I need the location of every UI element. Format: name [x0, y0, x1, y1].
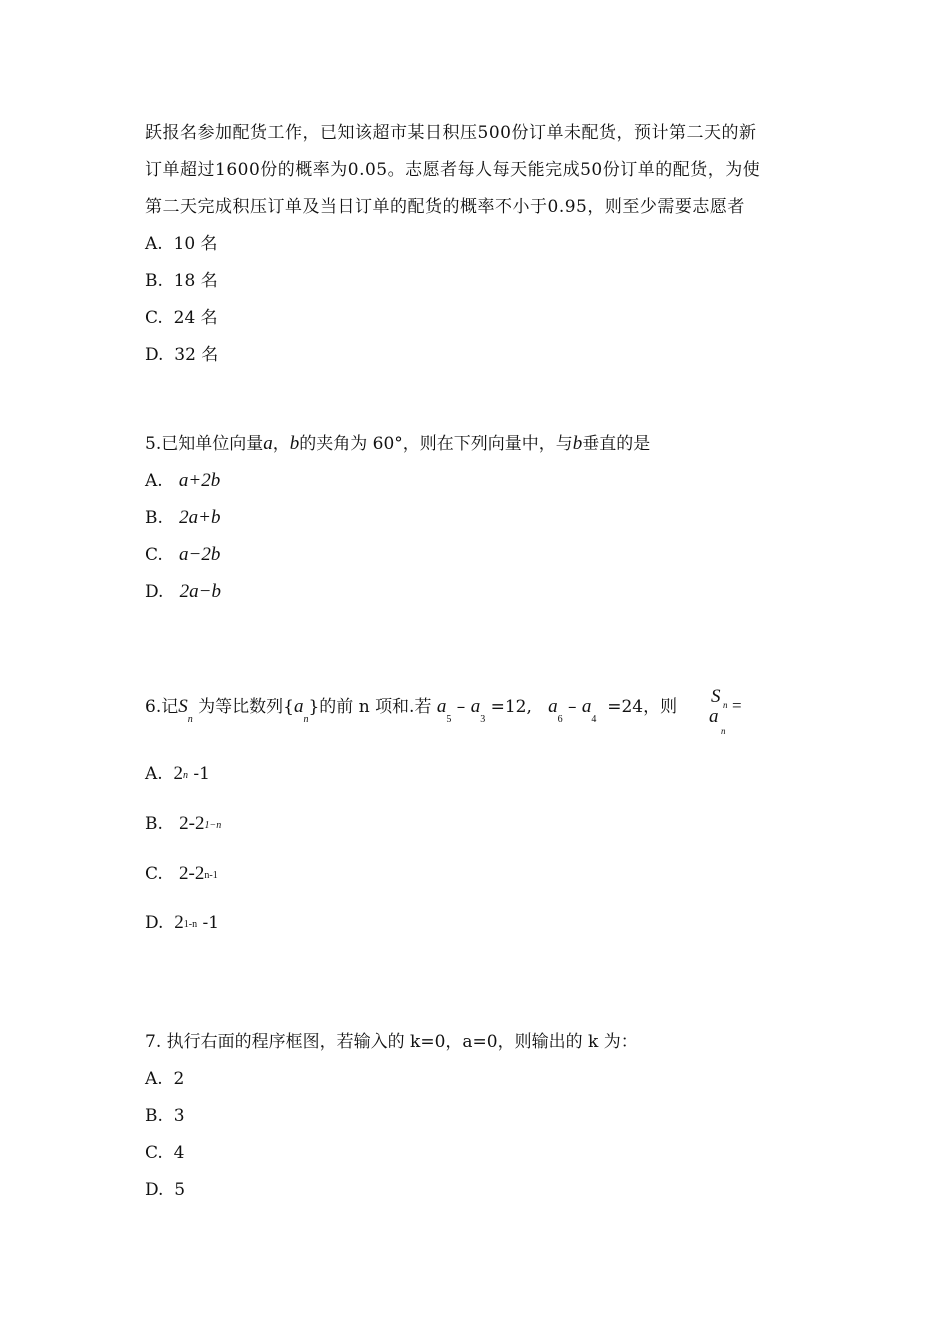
- subscript-n: n: [303, 714, 309, 725]
- option-exponent: n-1: [204, 870, 218, 881]
- q6-option-a: [145, 763, 210, 788]
- option-letter: B.: [145, 1106, 163, 1126]
- q5-option-b: [145, 507, 220, 529]
- fraction-Sn-over-an: [707, 686, 731, 736]
- option-letter: D.: [145, 582, 164, 602]
- symbol-a6: a: [548, 696, 558, 717]
- symbol-S: S: [178, 696, 188, 717]
- q5-suffix: 垂直的是: [582, 434, 651, 454]
- option-base: 2-2: [179, 863, 205, 884]
- option-text: 32 名: [174, 345, 219, 365]
- option-exponent: 1−n: [204, 820, 222, 831]
- subscript-4: 4: [591, 714, 597, 725]
- q5-option-c: [145, 544, 220, 566]
- option-exponent: n: [183, 770, 188, 781]
- q6-eq-2: =24，则: [607, 697, 678, 717]
- option-letter: D.: [145, 345, 164, 365]
- option-text: 18 名: [173, 271, 218, 291]
- option-letter: A.: [145, 1069, 163, 1089]
- fraction-denominator: a: [709, 706, 719, 727]
- subscript-n: n: [187, 714, 193, 725]
- option-exponent: 1-n: [183, 919, 198, 930]
- q6-option-d: [145, 912, 219, 937]
- q6-text-1: 为等比数列{: [198, 697, 294, 717]
- vector-b: b: [289, 433, 300, 454]
- question-4-text-line-1: 跃报名参加配货工作，已知该超市某日积压500份订单未配货，预计第二天的新: [145, 123, 757, 143]
- subscript-3: 3: [480, 714, 486, 725]
- option-expr: a−2b: [179, 544, 221, 565]
- option-letter: C.: [145, 864, 163, 884]
- option-letter: C.: [145, 1143, 163, 1163]
- q7-option-c: [145, 1142, 184, 1164]
- q7-option-a: [145, 1068, 184, 1090]
- option-letter: A.: [145, 764, 163, 784]
- option-letter: A.: [145, 234, 163, 254]
- q7-option-b: [145, 1105, 185, 1127]
- option-tail: -1: [202, 913, 220, 933]
- q6-option-c: [145, 863, 218, 888]
- equals-sign: =: [732, 696, 742, 715]
- q5-prefix: 5.已知单位向量: [145, 434, 264, 454]
- option-base: 2-2: [179, 813, 205, 834]
- q4-option-b: [145, 270, 218, 292]
- option-letter: A.: [145, 471, 163, 491]
- q6-option-b: [145, 813, 221, 838]
- q4-option-d: [145, 344, 218, 366]
- option-tail: -1: [193, 764, 210, 784]
- option-text: 2: [173, 1069, 185, 1089]
- q5-sep: ，: [272, 434, 290, 454]
- option-text: 3: [173, 1106, 185, 1126]
- q5-middle: 的夹角为 60°，则在下列向量中，与: [299, 434, 573, 454]
- option-letter: B.: [145, 508, 163, 528]
- option-expr: 2a−b: [179, 581, 221, 602]
- fraction-numerator-subscript: n: [723, 700, 728, 710]
- q5-option-d: [145, 581, 221, 603]
- question-4-text-line-2: 订单超过1600份的概率为0.05。志愿者每人每天能完成50份订单的配货，为使: [145, 160, 761, 180]
- option-text: 24 名: [173, 308, 218, 328]
- q6-text-3: 项和.若: [375, 697, 432, 717]
- option-letter: D.: [145, 913, 164, 933]
- q6-n: n: [358, 697, 370, 717]
- vector-a: a: [263, 433, 273, 454]
- option-letter: C.: [145, 545, 163, 565]
- option-text: 10 名: [173, 234, 218, 254]
- option-letter: B.: [145, 271, 163, 291]
- question-4-text-line-3: 第二天完成积压订单及当日订单的配货的概率不小于0.95，则至少需要志愿者: [145, 197, 745, 217]
- subscript-5: 5: [446, 714, 452, 725]
- option-base: 2: [174, 912, 184, 933]
- q6-eq-1: =12,: [490, 697, 532, 717]
- option-letter: D.: [145, 1180, 164, 1200]
- option-base: 2: [173, 763, 183, 784]
- option-expr: a+2b: [178, 470, 221, 491]
- question-5-prompt: [145, 433, 650, 455]
- q7-option-d: [145, 1179, 185, 1201]
- fraction-numerator: S: [711, 686, 721, 707]
- option-expr: 2a+b: [179, 507, 221, 528]
- symbol-a3: a: [470, 696, 481, 717]
- symbol-a: a: [293, 696, 304, 717]
- symbol-a5: a: [436, 696, 447, 717]
- question-6-prompt: 6.记$S_n$ 为等比数列$\{a_n\}$的前 n 项和.若 $a_5 - a_3 =12$, $a_6 - a_4 =24$，则: [145, 696, 678, 725]
- q6-text-2: }的前: [308, 697, 354, 717]
- q6-prefix: 6.记: [145, 697, 179, 717]
- option-text: 4: [173, 1143, 185, 1163]
- q4-option-c: [145, 307, 218, 329]
- option-letter: C.: [145, 308, 163, 328]
- fraction-denominator-subscript: n: [721, 726, 726, 736]
- symbol-a4: a: [581, 696, 592, 717]
- vector-b-2: b: [572, 433, 583, 454]
- question-7-prompt: 7. 执行右面的程序框图，若输入的 k=0，a=0，则输出的 k 为：: [145, 1032, 638, 1052]
- q4-option-a: [145, 233, 218, 255]
- option-text: 5: [174, 1180, 186, 1200]
- option-letter: B.: [145, 814, 163, 834]
- q5-option-a: [145, 470, 220, 492]
- subscript-6: 6: [557, 714, 563, 725]
